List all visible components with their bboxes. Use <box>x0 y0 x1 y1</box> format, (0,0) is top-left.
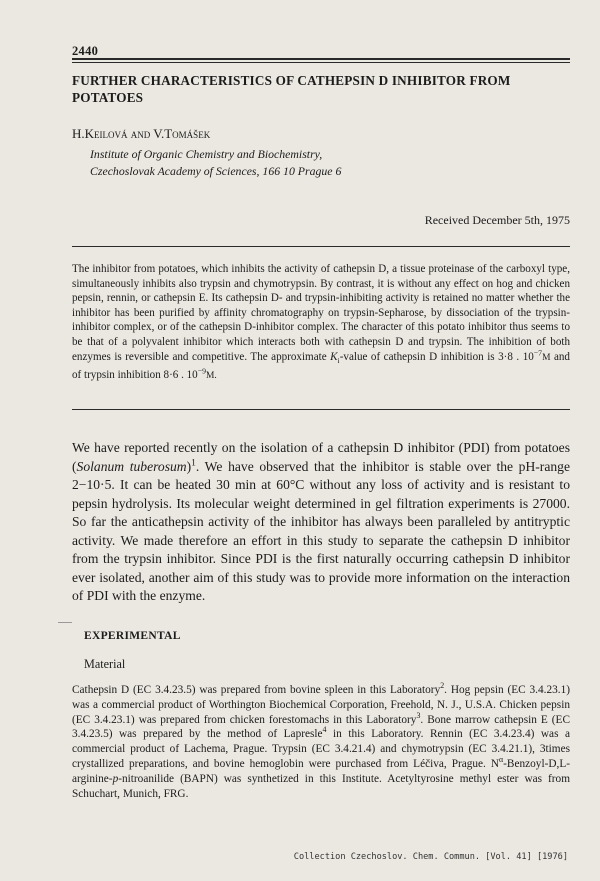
header-rule <box>72 58 570 60</box>
reference-3: 3 <box>416 710 421 720</box>
header-rule-thin <box>72 62 570 63</box>
received-date: Received December 5th, 1975 <box>424 213 570 227</box>
authors-text: H.Keilová and V.Tomášek <box>72 126 211 141</box>
subsection-heading: Material <box>84 657 126 671</box>
material-text-3: . Bone marrow cathepsin E (EC 3.4.23.5) was prepared by the method of Lapresle <box>72 713 570 741</box>
species-name: Solanum tuberosum <box>76 458 187 474</box>
exponent-1: −7 <box>533 347 543 357</box>
article-authors <box>72 126 210 142</box>
k-symbol: K <box>330 350 338 363</box>
unit-2: M. <box>206 371 217 382</box>
affiliation <box>90 146 341 180</box>
alpha-superscript: α <box>499 755 504 765</box>
exponent-2: −9 <box>197 366 206 376</box>
reference-4: 4 <box>322 725 327 735</box>
unit-1: M <box>542 352 551 363</box>
introduction <box>72 439 570 606</box>
material-paragraph <box>72 683 570 801</box>
intro-text-2: . We have observed that the inhibitor is stable over the pH-range 2−10·5. It can be heated 30 min at 60°C without any loss of activity and is resistant to pepsin hydrolysis. Its molecular weight determined in gel filtration experiments is 27000. So far the anticathepsin activity of the inhibitor has always been paralleled by antitryptic activity. We made therefore an effort in this study to separate the cathepsin D inhibitor from the trypsin inhibitor. Since PDI is the first naturally occurring cathepsin D inhibitor ever isolated, another aim of this study was to provide more information on the interaction of PDI with the enzyme. <box>72 458 570 603</box>
affiliation-line-1: Institute of Organic Chemistry and Biochemistry, <box>90 147 323 161</box>
material-text-2: . Hog pepsin (EC 3.4.23.1) was a commercial product of Worthington Biochemical Corporation, Freehold, N. J., U.S.A. Chicken pepsin (EC 3.4.23.1) was prepared from chicken forestomachs in this Laboratory <box>72 684 570 726</box>
material-text-7: -nitroanilide (BAPN) was synthetized in this Institute. Acetyltyrosine methyl ester was from Schuchart, Munich, FRG. <box>72 772 570 800</box>
abstract-text-3: and of trypsin inhibition 8·6 . 10 <box>72 350 570 382</box>
affiliation-line-2: Czechoslovak Academy of Sciences, 166 10 Prague 6 <box>90 164 342 178</box>
material-text-5: -Benzoyl- <box>503 757 549 770</box>
abstract-top-rule <box>72 246 570 247</box>
scan-mark <box>58 622 72 623</box>
abstract <box>72 262 570 384</box>
dl-prefix: D,L <box>548 757 567 770</box>
abstract-text-2: -value of cathepsin D inhibition is 3·8 . 10 <box>339 350 534 363</box>
section-heading: EXPERIMENTAL <box>84 630 181 642</box>
intro-paren: ) <box>186 458 192 474</box>
material-text-1: Cathepsin D (EC 3.4.23.5) was prepared from bovine spleen in this Laboratory <box>72 684 441 696</box>
reference-2: 2 <box>440 681 445 691</box>
material-text-6: -arginine- <box>72 757 570 785</box>
reference-1: 1 <box>191 457 196 468</box>
k-subscript: i <box>337 355 340 365</box>
abstract-text: The inhibitor from potatoes, which inhibits the activity of cathepsin D, a tissue proteinase of the carboxyl type, simultaneously inhibits also trypsin and chymotrypsin. By contrast, it is without any effect on hog and chicken pepsin, rennin, or cathepsin E. Its cathepsin D- and trypsin-inhibiting activity is retained no matter whether the inhibitor has been purified by affinity chromatography on trypsin-Sepharose, by dissociation of the trypsin-inhibitor complex, or of the cathepsin D-inhibitor complex. The character of this potato inhibitor thus seems to be that of a polyvalent inhibitor which interacts both with cathepsin D and trypsin. The inhibition of both enzymes is reversible and competitive. The approximate <box>72 263 570 363</box>
page-number: 2440 <box>72 44 99 58</box>
p-italic: p <box>112 772 119 785</box>
abstract-bottom-rule <box>72 409 570 410</box>
article-title: FURTHER CHARACTERISTICS OF CATHEPSIN D INHIBITOR FROM POTATOES <box>72 73 511 105</box>
footer-citation: Collection Czechoslov. Chem. Commun. [Vol. 41] [1976] <box>293 852 568 862</box>
material-text-4: in this Laboratory. Rennin (EC 3.4.23.4) was a commercial product of Lachema, Prague. Trypsin (EC 3.4.21.4) and chymotrypsin (EC 3.4.21.1), 3times crystallized preparations, and bovine hemoglobin were purchased from Léčiva, Prague. N <box>72 728 571 770</box>
intro-text-1: We have reported recently on the isolation of a cathepsin D inhibitor (PDI) from potatoes ( <box>72 440 570 474</box>
